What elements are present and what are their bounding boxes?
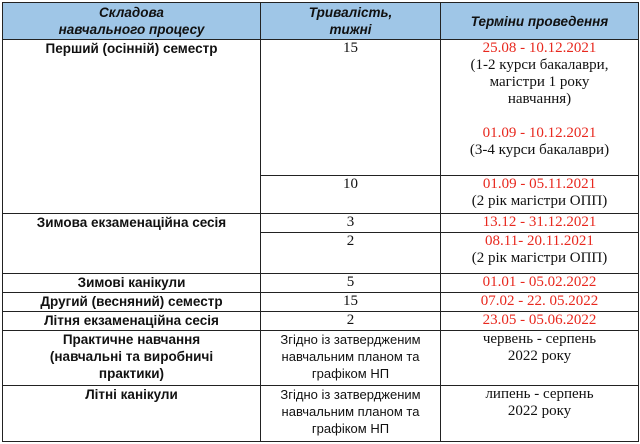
duration-practice-line3: графіком НП [311, 365, 390, 381]
note-semester1-a2: магістри 1 року [489, 74, 590, 90]
header-stage-line2: навчального процесу [58, 22, 205, 37]
header-row [3, 3, 639, 40]
header-dates: Терміни проведення [441, 3, 639, 40]
stage-winter-exams: Зимова екзаменаційна сесія [3, 214, 261, 273]
stage-winter-break: Зимові канікули [3, 273, 261, 292]
dates-winter-exams-a [441, 214, 639, 233]
date-summer-exams: 23.05 - 05.06.2022 [482, 311, 597, 328]
stage-summer-exams: Літня екзаменаційна сесія [3, 311, 261, 330]
duration-practice-line1: Згідно із затвердженим [280, 331, 421, 347]
date-summer-break-line2: 2022 року [507, 402, 572, 419]
date-winter-break: 01.01 - 05.02.2022 [482, 273, 597, 290]
academic-schedule-table [2, 2, 639, 442]
duration-practice [261, 330, 441, 385]
duration-summer-break-line3: графіком НП [311, 420, 390, 436]
dates-winter-exams-b [441, 233, 639, 273]
dates-practice [441, 330, 639, 385]
duration-summer-break [261, 385, 441, 441]
duration-winter-exams-a: 3 [261, 214, 441, 233]
duration-summer-break-line2: навчальним планом та [281, 403, 420, 419]
stage-semester1: Перший (осінній) семестр [3, 40, 261, 214]
date-winter-exams-a: 13.12 - 31.12.2021 [482, 214, 597, 231]
date-summer-break-line1: липень - серпень [485, 385, 594, 402]
stage-practice-line2: (навчальні та виробничі [49, 348, 214, 364]
table-row-summer-break [3, 385, 639, 441]
duration-summer-exams: 2 [261, 311, 441, 330]
duration-practice-line2: навчальним планом та [281, 348, 420, 364]
stage-practice-line1: Практичне навчання [62, 331, 201, 347]
dates-summer-exams [441, 311, 639, 330]
table-row-winter-break [3, 273, 639, 292]
duration-semester1-b: 10 [261, 176, 441, 214]
duration-semester1-a: 15 [261, 40, 441, 176]
header-stage [3, 3, 261, 40]
note-winter-exams-b: (2 рік магістри ОПП) [471, 250, 608, 267]
duration-semester2: 15 [261, 292, 441, 311]
header-duration [261, 3, 441, 40]
table-row-semester2 [3, 292, 639, 311]
note-semester1-a1: (1-2 курси бакалаври, [470, 57, 609, 73]
duration-winter-break: 5 [261, 273, 441, 292]
duration-winter-exams-b: 2 [261, 233, 441, 273]
table-row-semester1-a [3, 40, 639, 176]
note-semester1-a3: навчання) [507, 91, 572, 107]
dates-summer-break [441, 385, 639, 441]
date-winter-exams-b: 08.11- 20.11.2021 [485, 233, 594, 250]
stage-summer-break: Літні канікули [3, 385, 261, 441]
table-row-summer-exams [3, 311, 639, 330]
spacer [445, 108, 634, 125]
date-semester1-a1: 25.08 - 10.12.2021 [482, 40, 597, 56]
date-semester1-b: 01.09 - 05.11.2021 [482, 176, 597, 193]
note-semester1-b: (2 рік магістри ОПП) [471, 193, 608, 210]
duration-summer-break-line1: Згідно із затвердженим [280, 386, 421, 402]
stage-semester2: Другий (весняний) семестр [3, 292, 261, 311]
dates-semester2 [441, 292, 639, 311]
note-semester1-a4: (3-4 курси бакалаври) [469, 142, 610, 158]
date-practice-line1: червень - серпень [482, 330, 597, 347]
date-semester2: 07.02 - 22. 05.2022 [480, 292, 599, 309]
dates-winter-break [441, 273, 639, 292]
header-duration-line1: Тривалість, [308, 5, 393, 20]
dates-semester1-a [441, 40, 639, 176]
date-practice-line2: 2022 року [507, 347, 572, 364]
stage-practice-line3: практики) [98, 365, 165, 381]
date-semester1-a2: 01.09 - 10.12.2021 [482, 125, 597, 141]
table-row-practice [3, 330, 639, 385]
header-duration-line2: тижні [329, 22, 372, 37]
dates-semester1-b [441, 176, 639, 214]
table-row-winter-exams-a [3, 214, 639, 233]
header-stage-line1: Складова [99, 5, 164, 20]
stage-practice [3, 330, 261, 385]
